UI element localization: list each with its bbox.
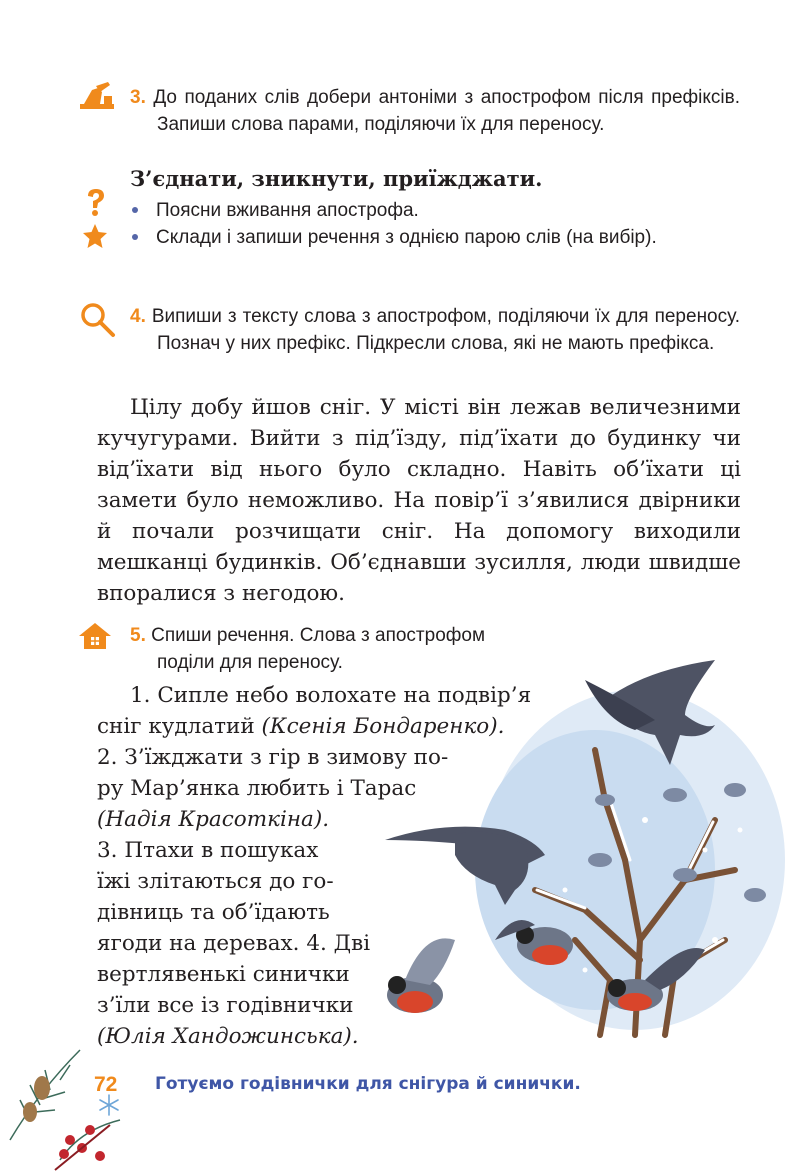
task4-paragraph: Цілу добу йшов сніг. У місті він лежав величезними кучугурами. Вийти з під’їзду, під’їхати до будинку чи від’їхати від нього було складно. Навіть об’їхати ці замети було неможливо. На повір’ї з’явилися двірники й почали розчищати сніг. На допомогу виходили мешканці будинків. Об’єднавши зусилля, люди швидше впоралися з негодою. <box>97 395 741 606</box>
task3-icon <box>78 82 118 112</box>
task3 <box>130 84 740 138</box>
task4-icon <box>80 302 116 338</box>
sentence-line-2: сніг кудлатий (Ксенія Бондаренко). <box>97 714 505 739</box>
question-icon <box>84 188 108 218</box>
task5-icon <box>78 622 112 650</box>
writing-hand-icon <box>78 82 118 112</box>
sentence-line-8: дівниць та об’їдають <box>97 900 330 925</box>
sentence-line-11: з’їли все із годівнички <box>97 993 354 1018</box>
task3-bullet-1: Поясни вживання апострофа. <box>156 200 419 221</box>
question-mark-icon <box>84 188 108 218</box>
task3-number: 3. <box>130 87 146 108</box>
star-icon-wrap <box>80 222 110 250</box>
task3-bullet-2: Склади і запиши речення з однією парою слів (на вибір). <box>156 227 657 248</box>
author-khandozhynska: (Юлія Хандожинська). <box>97 1024 359 1049</box>
author-bondarenko: (Ксенія Бондаренко). <box>261 714 505 739</box>
task5-sentences <box>97 680 567 1052</box>
author-krasotkina: (Надія Красоткіна). <box>97 807 330 832</box>
sentence-line-3: 2. З’їжджати з гір в зимову по- <box>97 745 449 770</box>
bullet-1 <box>132 207 138 213</box>
task4-text: Випиши з тексту слова з апострофом, поділяючи їх для переносу. Познач у них префікс. Підкресли слова, які не мають префікса. <box>151 306 741 354</box>
task4-number: 4. <box>130 306 146 327</box>
sentence-line-7: їжі злітаються до го- <box>97 869 334 894</box>
star-icon <box>80 222 110 250</box>
sentence-line-9: ягоди на деревах. 4. Дві <box>97 931 371 956</box>
sentence-line-6: 3. Птахи в пошуках <box>97 838 319 863</box>
sentence-line-4: ру Мар’янка любить і Тарас <box>97 776 417 801</box>
snowflake-icon <box>98 1094 120 1116</box>
task4 <box>130 303 740 357</box>
sentence-line-1: 1. Сипле небо волохате на подвір’я <box>130 683 532 708</box>
footer-text: Готуємо годівнички для снігура й синички. <box>155 1074 581 1094</box>
sentence-line-10: вертлявенькі синички <box>97 962 350 987</box>
task5-number: 5. <box>130 625 146 646</box>
task3-words: З’єднати, зникнути, приїжджати. <box>130 166 543 191</box>
house-icon <box>78 622 112 650</box>
task5-text-line1: Спиши речення. Слова з апострофом <box>151 625 486 646</box>
snowflake <box>98 1094 120 1116</box>
page-number: 72 <box>94 1073 118 1096</box>
magnifier-icon <box>80 302 116 338</box>
bullet-2 <box>132 234 138 240</box>
task3-text: До поданих слів добери антоніми з апострофом після префіксів. Запиши слова парами, поділяючи їх для переносу. <box>153 87 740 135</box>
task5-text-line2: поділи для переносу. <box>157 652 343 673</box>
